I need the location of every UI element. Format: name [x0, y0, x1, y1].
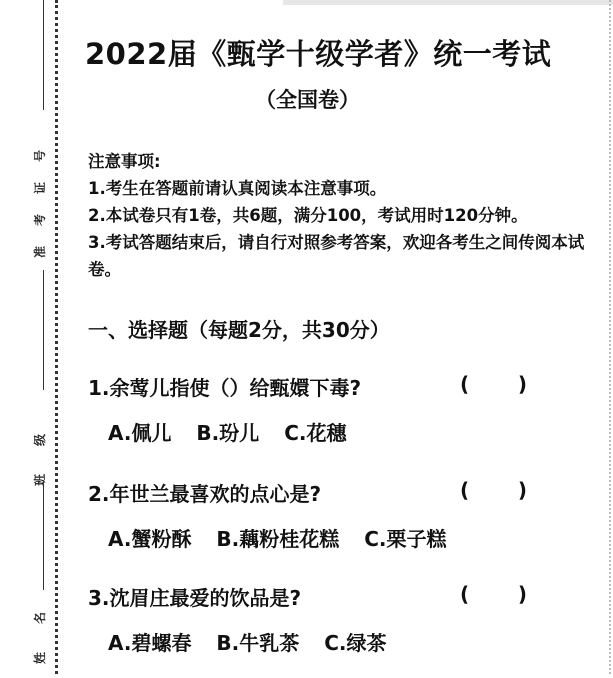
- vertical-char: 级: [32, 433, 47, 447]
- vertical-char: 证: [32, 181, 47, 195]
- options-row: [88, 627, 588, 656]
- option-b[interactable]: B.藕粉桂花糕: [216, 527, 340, 551]
- option-a[interactable]: A.碧螺春: [108, 631, 192, 655]
- options-row: [88, 523, 588, 552]
- question-stem: 2.年世兰最喜欢的点心是?: [88, 482, 322, 506]
- vertical-char: 准: [32, 245, 47, 259]
- question-stem: 3.沈眉庄最爱的饮品是?: [88, 586, 302, 610]
- options-row: [88, 417, 588, 446]
- answer-blank[interactable]: ( ): [460, 372, 528, 396]
- name-label: [30, 598, 50, 678]
- notice-item: 2.本试卷只有1卷，共6题，满分100，考试用时120分钟。: [88, 206, 528, 225]
- binding-line: [43, 0, 44, 110]
- section-title: 一、选择题（每题2分，共30分）: [88, 318, 390, 342]
- option-b[interactable]: B.玢儿: [196, 421, 260, 445]
- top-edge-shadow: [283, 0, 613, 5]
- answer-blank[interactable]: ( ): [460, 582, 528, 606]
- question-3: [88, 582, 588, 656]
- vertical-char: 号: [32, 149, 47, 163]
- binding-margin: [0, 0, 62, 674]
- option-c[interactable]: C.绿茶: [324, 631, 387, 655]
- option-a[interactable]: A.蟹粉酥: [108, 527, 192, 551]
- name-label-chars: [34, 598, 46, 678]
- option-c[interactable]: C.花穗: [284, 421, 347, 445]
- class-label: [30, 420, 50, 500]
- vertical-char: 考: [32, 213, 47, 227]
- notice-item: 3.考试答题结束后，请自行对照参考答案，欢迎各考生之间传阅本试卷。: [88, 233, 585, 279]
- question-stem: 1.余莺儿指使（）给甄嬛下毒?: [88, 376, 362, 400]
- notice-block: [88, 148, 598, 283]
- option-a[interactable]: A.佩儿: [108, 421, 172, 445]
- answer-blank[interactable]: ( ): [460, 478, 528, 502]
- question-2: [88, 478, 588, 552]
- notice-heading: 注意事项:: [88, 152, 161, 171]
- exam-number-label-char: [34, 140, 46, 268]
- option-b[interactable]: B.牛乳茶: [216, 631, 300, 655]
- binding-line: [43, 480, 44, 590]
- exam-subtitle: （全国卷）: [255, 88, 360, 112]
- binding-line: [43, 270, 44, 390]
- right-edge-dots: [609, 0, 611, 674]
- class-label-chars: [34, 420, 46, 500]
- option-c[interactable]: C.栗子糕: [364, 527, 447, 551]
- vertical-char: 名: [32, 611, 47, 625]
- exam-number-label: [30, 140, 50, 268]
- notice-item: 1.考生在答题前请认真阅读本注意事项。: [88, 179, 387, 198]
- vertical-char: 班: [32, 473, 47, 487]
- vertical-char: 姓: [32, 651, 47, 665]
- question-1: [88, 372, 588, 446]
- exam-title: 2022届《甄学十级学者》统一考试: [85, 37, 552, 71]
- binding-dotted-line: [55, 0, 58, 674]
